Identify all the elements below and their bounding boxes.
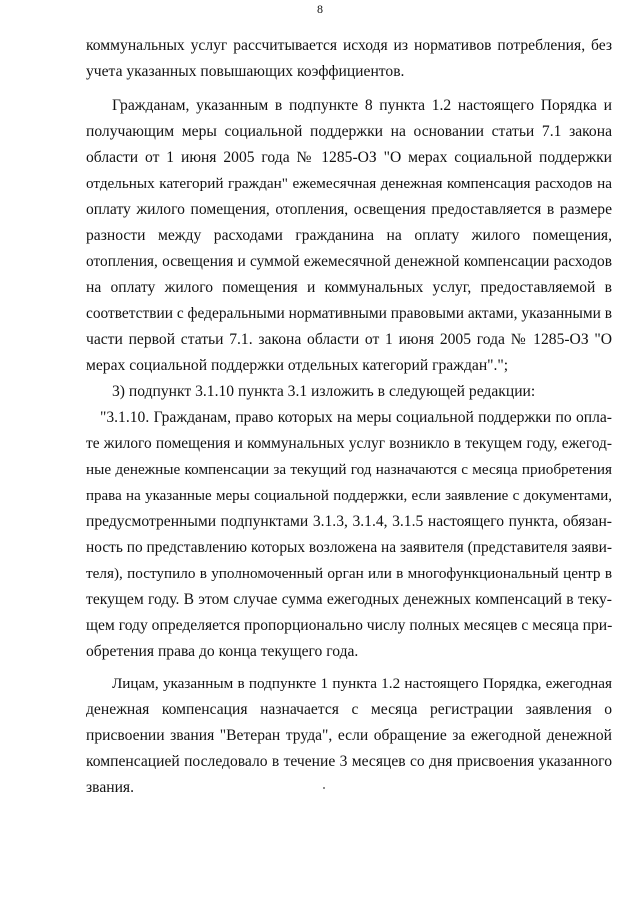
text-line: Гражданам, указанным в подпункте 8 пункта 1.2 настоящего Порядка и — [112, 97, 612, 114]
text-line: компенсацией последовало в течение 3 месяцев со дня присвоения указанного — [86, 753, 612, 770]
text-line: на оплату жилого помещения и коммунальных услуг, предоставляемой в — [86, 279, 612, 296]
text-line: учета указанных повышающих коэффициентов. — [86, 63, 405, 80]
text-line: текущем году. В этом случае сумма ежегодных денежных компенсаций в теку- — [86, 591, 612, 608]
paragraph-citizens-compensation — [86, 93, 612, 379]
paragraph-subpoint-3 — [86, 379, 612, 405]
text-line: области от 1 июня 2005 года № 1285-ОЗ "О мерах социальной поддержки — [86, 149, 612, 166]
text-line: теля), поступило в уполномоченный орган или в многофункциональный центр в — [86, 565, 612, 582]
page-number: 8 — [317, 2, 323, 16]
text-line: мерах социальной поддержки отдельных категорий граждан"."; — [86, 357, 509, 374]
text-line: соответствии с федеральными нормативными правовыми актами, указанными в — [86, 305, 612, 322]
text-line: предусмотренными подпунктами 3.1.3, 3.1.4, 3.1.5 настоящего пункта, обязан- — [86, 513, 612, 530]
text-line: те жилого помещения и коммунальных услуг возникло в текущем году, ежегод- — [86, 435, 612, 452]
text-line: звания. — [86, 779, 134, 796]
text-line: Лицам, указанным в подпункте 1 пункта 1.2 настоящего Порядка, ежегодная — [112, 675, 612, 692]
text-line: 3) подпункт 3.1.10 пункта 3.1 изложить в следующей редакции: — [112, 383, 536, 400]
text-line: отопления, освещения и суммой ежемесячной денежной компенсации расходов — [86, 253, 612, 270]
text-line: щем году определяется пропорционально числу полных месяцев с месяца при- — [86, 617, 612, 634]
text-line: части первой статьи 7.1. закона области от 1 июня 2005 года № 1285-ОЗ "О — [86, 331, 612, 348]
text-line: денежная компенсация назначается с месяца регистрации заявления о — [86, 701, 612, 718]
paragraph-3-1-10 — [86, 405, 612, 665]
text-line: обретения права до конца текущего года. — [86, 643, 359, 660]
text-line: разности между расходами гражданина на оплату жилого помещения, — [86, 227, 612, 244]
text-line: присвоении звания "Ветеран труда", если обращение за ежегодной денежной — [86, 727, 612, 744]
text-line: коммунальных услуг рассчитывается исходя из нормативов потребления, без — [86, 37, 612, 54]
text-line: отдельных категорий граждан" ежемесячная денежная компенсация расходов на — [86, 175, 612, 192]
scan-speck — [323, 787, 325, 789]
text-line: "3.1.10. Гражданам, право которых на меры социальной поддержки по опла- — [100, 409, 612, 426]
text-line: оплату жилого помещения, отопления, освещения предоставляется в размере — [86, 201, 612, 218]
paragraph-veterans — [86, 671, 612, 801]
text-line: ные денежные компенсации за текущий год назначаются с месяца приобретения — [86, 461, 612, 478]
text-line: получающим меры социальной поддержки на основании статьи 7.1 закона — [86, 123, 612, 140]
paragraph-continuation — [86, 33, 612, 85]
text-line: ность по представлению которых возложена на заявителя (представителя заяви- — [86, 539, 612, 556]
text-line: права на указанные меры социальной поддержки, если заявление с документами, — [86, 488, 612, 504]
